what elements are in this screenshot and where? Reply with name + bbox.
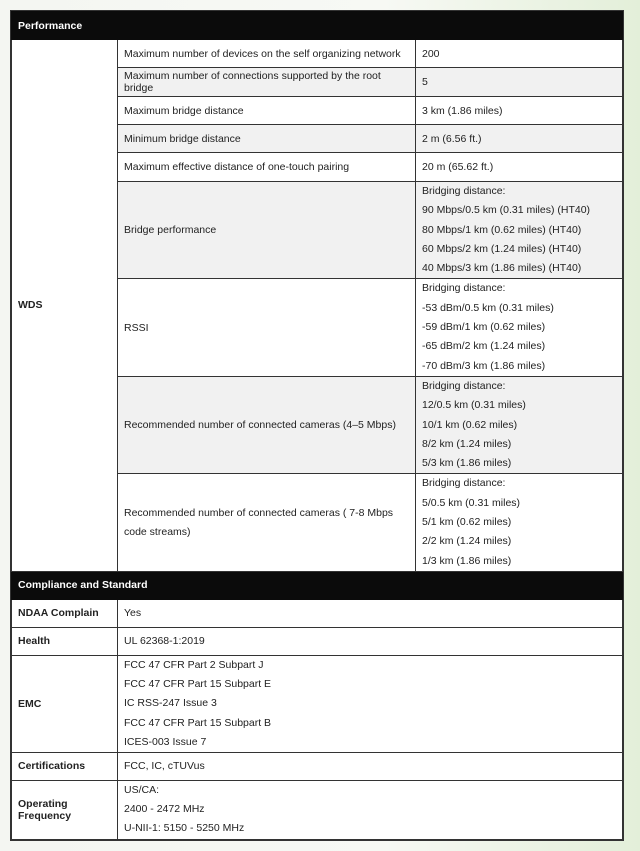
spec-name: Maximum bridge distance: [118, 97, 416, 125]
spec-value: 3 km (1.86 miles): [416, 97, 623, 125]
spec-name: RSSI: [118, 279, 416, 376]
spec-value: FCC 47 CFR Part 2 Subpart J FCC 47 CFR Part 15 Subpart E IC RSS-247 Issue 3 FCC 47 CFR Part 15 Subpart B ICES-003 Issue 7: [118, 655, 623, 752]
spec-value: Bridging distance: 90 Mbps/0.5 km (0.31 miles) (HT40) 80 Mbps/1 km (0.62 miles) (HT40) 60 Mbps/2 km (1.24 miles) (HT40) 40 Mbps/3 km (1.86 miles) (HT40): [416, 182, 623, 279]
section-header-compliance: [12, 571, 623, 599]
spec-value: US/CA: 2400 - 2472 MHz U-NII-1: 5150 - 5250 MHz: [118, 780, 623, 839]
spec-value: Yes: [118, 599, 623, 627]
spec-value: Bridging distance: 12/0.5 km (0.31 miles) 10/1 km (0.62 miles) 8/2 km (1.24 miles) 5/3 km (1.86 miles): [416, 376, 623, 473]
spec-name: Maximum effective distance of one-touch pairing: [118, 153, 416, 182]
spec-value: Bridging distance: 5/0.5 km (0.31 miles) 5/1 km (0.62 miles) 2/2 km (1.24 miles) 1/3 km (1.86 miles): [416, 474, 623, 571]
spec-label: EMC: [12, 655, 118, 752]
spec-value: FCC, IC, cTUVus: [118, 752, 623, 780]
spec-name: Recommended number of connected cameras ( 7-8 Mbps code streams): [118, 474, 416, 571]
spec-value: 2 m (6.56 ft.): [416, 125, 623, 153]
table-row: [12, 655, 623, 752]
table-row: [12, 627, 623, 655]
spec-value: Bridging distance: -53 dBm/0.5 km (0.31 miles) -59 dBm/1 km (0.62 miles) -65 dBm/2 km (1.24 miles) -70 dBm/3 km (1.86 miles): [416, 279, 623, 376]
spec-name: Bridge performance: [118, 182, 416, 279]
spec-sheet: [10, 10, 624, 841]
spec-label: NDAA Complain: [12, 599, 118, 627]
spec-value: 5: [416, 68, 623, 97]
spec-name: Recommended number of connected cameras (4–5 Mbps): [118, 376, 416, 473]
spec-value: UL 62368-1:2019: [118, 627, 623, 655]
section-title: Compliance and Standard: [12, 571, 623, 599]
spec-label: Health: [12, 627, 118, 655]
section-title: Performance: [12, 12, 623, 40]
table-row: [12, 752, 623, 780]
spec-name: Minimum bridge distance: [118, 125, 416, 153]
section-header-performance: [12, 12, 623, 40]
group-label-wds: WDS: [12, 40, 118, 572]
spec-value: 20 m (65.62 ft.): [416, 153, 623, 182]
spec-label: Certifications: [12, 752, 118, 780]
table-row: [12, 780, 623, 839]
spec-name: Maximum number of devices on the self organizing network: [118, 40, 416, 68]
table-row: [12, 599, 623, 627]
table-row: [12, 40, 623, 68]
spec-value: 200: [416, 40, 623, 68]
spec-name: Maximum number of connections supported by the root bridge: [118, 68, 416, 97]
spec-table: [11, 11, 623, 840]
spec-label: Operating Frequency: [12, 780, 118, 839]
